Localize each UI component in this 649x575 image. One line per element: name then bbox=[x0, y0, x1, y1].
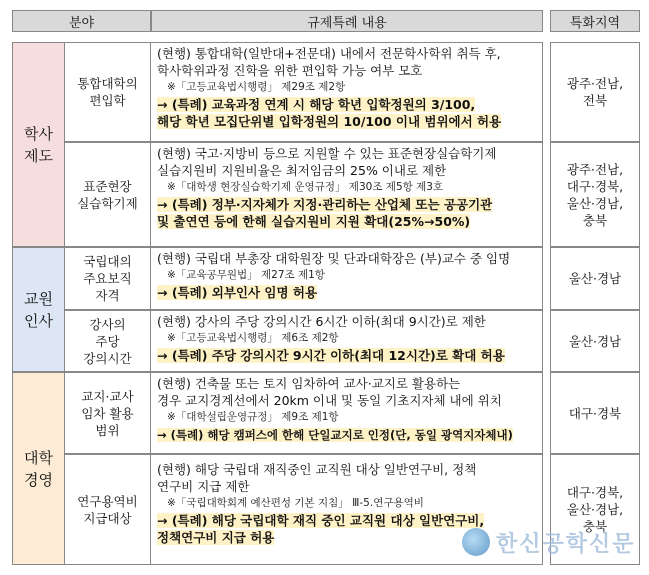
special-line: 해당 학년 모집단위별 입학정원의 10/100 이내 범위에서 허용 bbox=[157, 114, 502, 129]
watermark-text: 한신공학신문 bbox=[496, 531, 636, 557]
current-line: (현행) 강사의 주당 강의시간 6시간 이하(최대 9시간)로 제한 bbox=[157, 314, 486, 329]
category-academic bbox=[12, 42, 65, 247]
category-label: 학사 제도 bbox=[24, 124, 53, 165]
content-cell bbox=[151, 42, 543, 142]
header-region: 특화지역 bbox=[550, 10, 640, 32]
header-category: 분야 bbox=[12, 10, 151, 32]
item-cell: 표준현장 실습학기제 bbox=[65, 142, 151, 247]
item-cell: 국립대의 주요보직 자격 bbox=[65, 247, 151, 310]
region-cell: 광주·전남, 전북 bbox=[550, 42, 640, 142]
category-faculty bbox=[12, 247, 65, 372]
legal-reference: ※「국립대학회계 예산편성 기본 지침」 Ⅲ-5.연구용역비 bbox=[167, 497, 424, 509]
region-cell: 광주·전남, 대구·경북, 울산·경남, 충북 bbox=[550, 142, 640, 247]
current-line: (현행) 해당 국립대 재직중인 교직원 대상 일반연구비, 정책 bbox=[157, 462, 477, 477]
item-cell: 통합대학의 편입학 bbox=[65, 42, 151, 142]
region-cell: 대구·경북 bbox=[550, 372, 640, 454]
special-line: → (특례) 해당 캠퍼스에 한해 단일교지로 인정(단, 동일 광역지자체내) bbox=[157, 428, 513, 442]
header-content: 규제특례 내용 bbox=[151, 10, 543, 32]
legal-reference: ※「교육공무원법」 제27조 제1항 bbox=[167, 269, 325, 281]
special-line: → (특례) 주당 강의시간 9시간 이하(최대 12시간)로 확대 허용 bbox=[157, 348, 505, 363]
region-cell: 울산·경남 bbox=[550, 310, 640, 372]
current-line: (현행) 국고·지방비 등으로 지원할 수 있는 표준현장실습학기제 bbox=[157, 146, 497, 161]
content-cell bbox=[151, 247, 543, 310]
special-line: → (특례) 교육과정 연계 시 해당 학년 입학정원의 3/100, bbox=[157, 97, 476, 112]
category-management bbox=[12, 372, 65, 565]
item-cell: 강사의 주당 강의시간 bbox=[65, 310, 151, 372]
region-cell: 울산·경남 bbox=[550, 247, 640, 310]
current-line: 연구비 지급 제한 bbox=[157, 479, 250, 494]
current-line: 학사학위과정 진학을 위한 편입학 가능 여부 모호 bbox=[157, 63, 423, 78]
special-line: → (특례) 정부·지자체가 지정·관리하는 산업체 또는 공공기관 bbox=[157, 197, 493, 212]
legal-reference: ※「대학생 현장실습학기제 운영규정」 제30조 제5항 제3호 bbox=[167, 181, 444, 193]
current-line: (현행) 통합대학(일반대+전문대) 내에서 전문학사학위 취득 후, bbox=[157, 46, 501, 61]
item-cell: 교지·교사 임차 활용 범위 bbox=[65, 372, 151, 454]
special-line: → (특례) 해당 국립대학 재직 중인 교직원 대상 일반연구비, bbox=[157, 513, 485, 528]
legal-reference: ※「고등교육법시행령」 제6조 제2항 bbox=[167, 332, 339, 344]
legal-reference: ※「고등교육법시행령」 제29조 제2항 bbox=[167, 81, 346, 93]
current-line: 경우 교지경계선에서 20km 이내 및 동일 기초지자체 내에 위치 bbox=[157, 393, 502, 408]
region-cell: 대구·경북, 울산·경남, 충북 bbox=[550, 454, 640, 565]
content-cell bbox=[151, 310, 543, 372]
current-line: (현행) 건축물 또는 토지 임차하여 교사·교지로 활용하는 bbox=[157, 376, 461, 391]
content-cell bbox=[151, 142, 543, 247]
item-cell: 연구용역비 지급대상 bbox=[65, 454, 151, 565]
current-line: 실습지원비 지원비율은 최저임금의 25% 이내로 제한 bbox=[157, 163, 447, 178]
category-label: 교원 인사 bbox=[24, 289, 53, 330]
current-line: (현행) 국립대 부총장 대학원장 및 단과대학장은 (부)교수 중 임명 bbox=[157, 251, 511, 266]
category-label: 대학 경영 bbox=[24, 448, 53, 489]
content-cell bbox=[151, 372, 543, 454]
newspaper-logo-icon bbox=[462, 528, 490, 556]
special-line: 및 출연연 등에 한해 실습지원비 지원 확대(25%→50%) bbox=[157, 214, 471, 229]
legal-reference: ※「대학설립운영규정」 제9조 제1항 bbox=[167, 411, 339, 423]
special-line: → (특례) 외부인사 임명 허용 bbox=[157, 285, 318, 300]
watermark bbox=[462, 522, 642, 562]
special-line: 정책연구비 지급 허용 bbox=[157, 530, 275, 545]
